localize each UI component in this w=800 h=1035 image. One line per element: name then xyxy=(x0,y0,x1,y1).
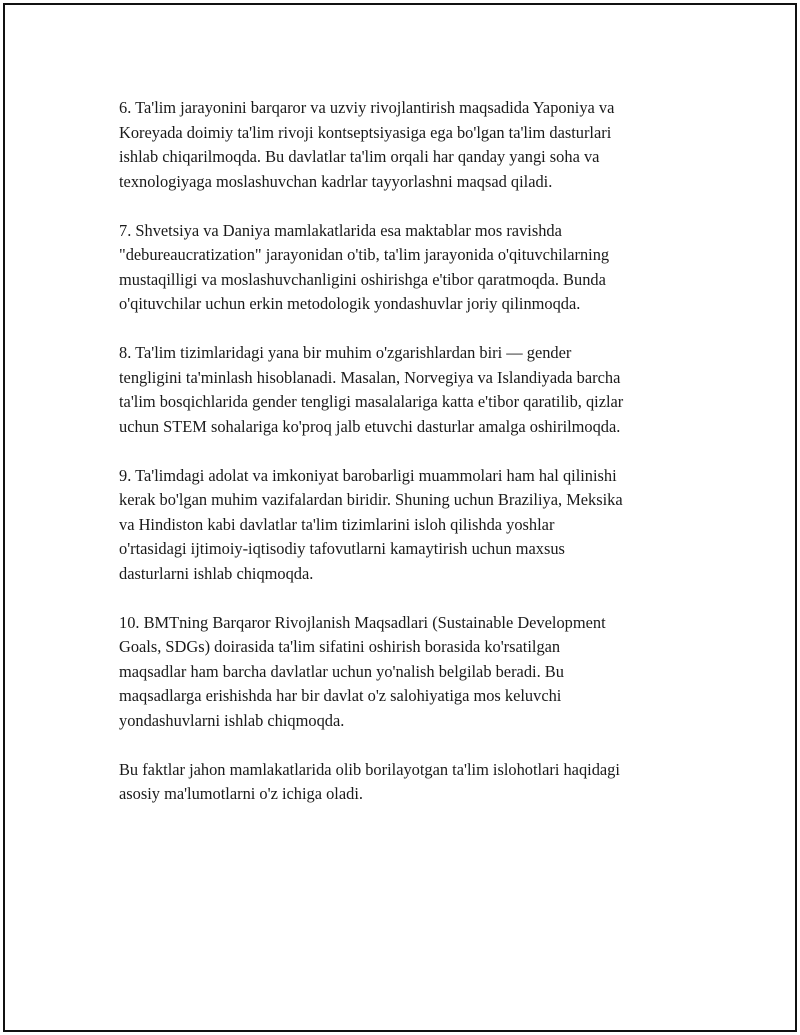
text-line: 9. Ta'limdagi adolat va imkoniyat barobarligi muammolari ham hal qilinishi xyxy=(119,465,617,485)
text-line: tengligini ta'minlash hisoblanadi. Masalan, Norvegiya va Islandiyada barcha xyxy=(119,367,621,387)
text-line: maqsadlar ham barcha davlatlar uchun yo'nalish belgilab beradi. Bu xyxy=(119,661,564,681)
text-line: 6. Ta'lim jarayonini barqaror va uzviy rivojlantirish maqsadida Yaponiya va xyxy=(119,98,615,117)
text-line: ta'lim bosqichlarida gender tengligi masalalariga katta e'tibor qaratilib, qizlar xyxy=(119,392,624,411)
text-line: asosiy ma'lumotlarni o'z ichiga oladi. xyxy=(119,784,363,803)
paragraph-10 xyxy=(119,611,699,734)
text-line: kerak bo'lgan muhim vazifalardan biridir. Shuning uchun Braziliya, Meksika xyxy=(119,490,623,509)
text-line: yondashuvlarni ishlab chiqmoqda. xyxy=(119,710,345,730)
text-line: Bu faktlar jahon mamlakatlarida olib borilayotgan ta'lim islohotlari haqidagi xyxy=(119,759,620,779)
text-line: Koreyada doimiy ta'lim rivoji kontseptsiyasiga ega bo'lgan ta'lim dasturlari xyxy=(119,122,612,142)
text-line: Goals, SDGs) doirasida ta'lim sifatini oshirish borasida ko'rsatilgan xyxy=(119,637,561,656)
text-line: 7. Shvetsiya va Daniya mamlakatlarida esa maktablar mos ravishda xyxy=(119,220,562,240)
paragraph-conclusion xyxy=(119,758,699,807)
text-line: uchun STEM sohalariga ko'proq jalb etuvchi dasturlar amalga oshirilmoqda. xyxy=(119,416,621,436)
text-line: ishlab chiqarilmoqda. Bu davlatlar ta'lim orqali har qanday yangi soha va xyxy=(119,147,600,166)
page-border xyxy=(3,3,797,1032)
text-line: 10. BMTning Barqaror Rivojlanish Maqsadlari (Sustainable Development xyxy=(119,612,606,632)
paragraph-7 xyxy=(119,219,699,317)
paragraph-6 xyxy=(119,96,699,194)
text-line: 8. Ta'lim tizimlaridagi yana bir muhim o'zgarishlardan biri — gender xyxy=(119,343,572,362)
text-line: o'rtasidagi ijtimoiy-iqtisodiy tafovutlarni kamaytirish uchun maxsus xyxy=(119,539,565,558)
text-line: o'qituvchilar uchun erkin metodologik yondashuvlar joriy qilinmoqda. xyxy=(119,294,581,313)
paragraph-9 xyxy=(119,464,699,587)
text-line: texnologiyaga moslashuvchan kadrlar tayyorlashni maqsad qiladi. xyxy=(119,171,553,191)
text-line: va Hindiston kabi davlatlar ta'lim tizimlarini isloh qilishda yoshlar xyxy=(119,514,555,534)
text-line: mustaqilligi va moslashuvchanligini oshirishga e'tibor qaratmoqda. Bunda xyxy=(119,269,606,289)
text-line: dasturlarni ishlab chiqmoqda. xyxy=(119,563,314,583)
paragraph-8 xyxy=(119,341,699,439)
document-body xyxy=(119,96,699,831)
text-line: "debureaucratization" jarayonidan o'tib, ta'lim jarayonida o'qituvchilarning xyxy=(119,245,610,264)
text-line: maqsadlarga erishishda har bir davlat o'z salohiyatiga mos keluvchi xyxy=(119,686,562,705)
